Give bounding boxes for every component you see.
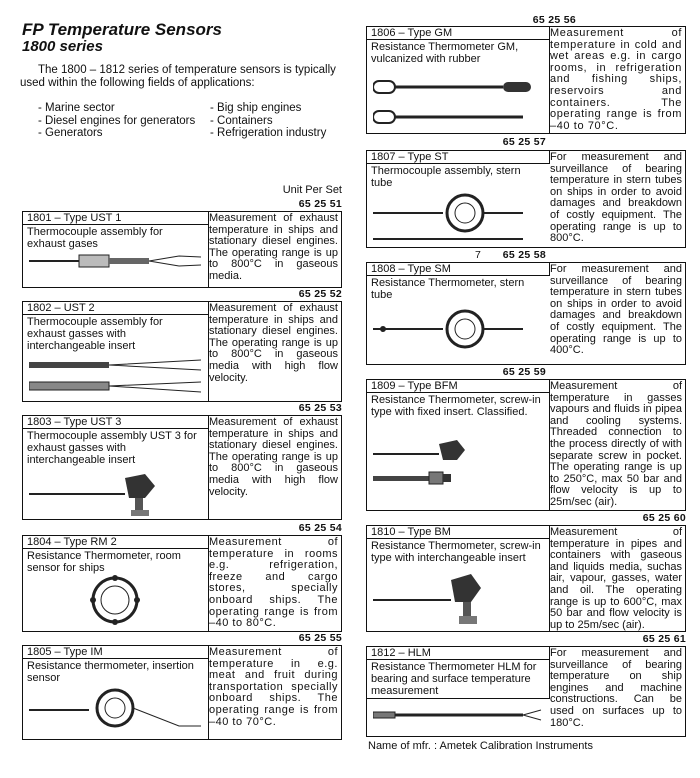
product-code: 65 25 54 xyxy=(298,522,342,534)
product-entry-1812 xyxy=(366,633,686,737)
product-description: For measurement and surveillance of bearing temperature in stern tubes on ships in order to avoid damages and breakdown of costly equipment. The operating range is up to 800°C. xyxy=(550,151,682,245)
cable-probe-icon xyxy=(373,705,543,725)
product-entry-1804 xyxy=(22,522,342,632)
product-name: Thermocouple assembly for exhaust gases xyxy=(27,226,163,250)
product-name: Thermocouple assembly UST 3 for exhaust gasses with interchangeable insert xyxy=(27,430,197,466)
product-name: Resistance Thermometer GM, vulcanized with rubber xyxy=(371,41,519,65)
applications-list xyxy=(38,102,358,140)
product-type: 1812 – HLM xyxy=(367,647,550,660)
product-entry-1802 xyxy=(22,288,342,402)
page-number: 7 xyxy=(475,249,481,261)
product-description: For measurement and surveillance of bearing temperature in stern tubes on ships in order to avoid damages and breakdown of costly equipment. The operating range is up to 400°C. xyxy=(550,263,682,357)
round-housing-icon xyxy=(373,307,543,357)
product-description: Measurement of exhaust temperature in ships and stationary diesel engines. The operating range is up to 800°C in gaseous media with high flow velocity. xyxy=(209,302,338,384)
application-item: - Big ship engines xyxy=(210,102,302,114)
product-entry-1806 xyxy=(366,14,686,134)
rubber-sensor-icon xyxy=(373,73,543,129)
product-name: Resistance Thermometer, screw-in type with interchangeable insert xyxy=(371,540,541,564)
application-item: - Generators xyxy=(38,127,103,139)
product-code: 65 25 53 xyxy=(298,402,342,414)
sensor-head-icon xyxy=(29,468,202,516)
round-housing-icon xyxy=(29,574,202,626)
application-item: - Marine sector xyxy=(38,102,115,114)
product-type: 1803 – Type UST 3 xyxy=(23,416,208,429)
product-code: 65 25 57 xyxy=(502,136,546,148)
thermocouple-probe-icon xyxy=(29,252,202,270)
product-code: 65 25 60 xyxy=(642,512,686,524)
product-code: 65 25 56 xyxy=(532,14,576,26)
product-name: Resistance Thermometer, stern tube xyxy=(371,277,525,301)
product-name: Thermocouple assembly for exhaust gasses with interchangeable insert xyxy=(27,316,163,352)
product-entry-1807 xyxy=(366,136,686,248)
product-entry-1810 xyxy=(366,512,686,632)
product-description: For measurement and surveillance of bearing temperature on ship engines and machine constructions. Can be used on surfaces up to 180°C. xyxy=(550,647,682,729)
product-description: Measurement of temperature in cold and wet areas e.g. in cargo rooms, in refrigeration and fishing ships, reservoirs and containers. The operating range is from –40 to 70°C. xyxy=(550,27,682,132)
product-type: 1810 – Type BM xyxy=(367,526,549,539)
product-name: Resistance Thermometer HLM for bearing and surface temperature measurement xyxy=(367,660,550,699)
product-type: 1801 – Type UST 1 xyxy=(23,212,208,225)
product-type: 1808 – Type SM xyxy=(367,263,550,276)
manufacturer-note: Name of mfr. : Ametek Calibration Instruments xyxy=(368,740,593,752)
round-housing-icon xyxy=(29,686,202,736)
page-title: FP Temperature Sensors xyxy=(22,20,222,39)
product-description: Measurement of exhaust temperature in ships and stationary diesel engines. The operating range is up to 800°C in gaseous media. xyxy=(209,212,338,282)
product-description: Measurement of temperature in gasses vapours and fluids in pipea and cooling systems. Threaded connection to the process directly of with separate screw in pocket. The operating range is up to 250°C, max 50 bar and flow velocity is up to 25m/sec (air). xyxy=(550,380,682,508)
application-item: - Diesel engines for generators xyxy=(38,114,196,127)
application-item: - Refrigeration industry xyxy=(210,127,327,139)
application-item: - Containers xyxy=(210,114,273,127)
product-name: Resistance Thermometer, screw-in type with fixed insert. Classified. xyxy=(371,394,541,418)
intro-text: The 1800 – 1812 series of temperature sensors is typically used within the following fields of applications: xyxy=(20,64,336,89)
product-type: 1807 – Type ST xyxy=(367,151,550,164)
product-type: 1806 – Type GM xyxy=(367,27,549,40)
round-housing-icon xyxy=(373,193,543,245)
product-entry-1808 xyxy=(366,249,686,365)
product-entry-1803 xyxy=(22,402,342,520)
product-code: 65 25 51 xyxy=(298,198,342,210)
product-entry-1809 xyxy=(366,366,686,511)
product-type: 1804 – Type RM 2 xyxy=(23,536,208,549)
product-name: Thermocouple assembly, stern tube xyxy=(371,165,521,189)
product-code: 65 25 59 xyxy=(502,366,546,378)
product-description: Measurement of temperature in e.g. meat and fruit during transportation specially onboard ships. The operating range is from –40 to 70°C. xyxy=(209,646,338,728)
unit-per-set-label: Unit Per Set xyxy=(282,184,342,196)
product-name: Resistance thermometer, insertion sensor xyxy=(27,660,194,684)
product-code: 65 25 58 xyxy=(502,249,546,261)
product-code: 65 25 61 xyxy=(642,633,686,645)
product-type: 1809 – Type BFM xyxy=(367,380,549,393)
product-description: Measurement of exhaust temperature in ships and stationary diesel engines. The operating range is up to 800°C in gaseous media with high flow velocity. xyxy=(209,416,338,498)
product-code: 65 25 52 xyxy=(298,288,342,300)
product-entry-1805 xyxy=(22,632,342,740)
product-code: 65 25 55 xyxy=(298,632,342,644)
page-subtitle: 1800 series xyxy=(22,38,103,55)
product-entry-1801 xyxy=(22,198,342,288)
product-type: 1805 – Type IM xyxy=(23,646,208,659)
product-description: Measurement of temperature in pipes and containers with gaseous and liquids media, suchas air, vapour, gasses, water and oil. The operating range is up to 600°C, max 50 bar and flow velocity is up to 25m/sec (air). xyxy=(550,526,682,631)
thermocouple-probe-icon xyxy=(29,358,202,398)
sensor-head-icon xyxy=(373,564,543,626)
product-name: Resistance Thermometer, room sensor for ships xyxy=(27,550,181,574)
product-description: Measurement of temperature in rooms e.g. refrigeration, freeze and cargo stores, specially onboard ships. The operating range is from –40 to 80°C. xyxy=(209,536,338,630)
product-type: 1802 – UST 2 xyxy=(23,302,208,315)
sensor-head-icon xyxy=(373,436,543,496)
